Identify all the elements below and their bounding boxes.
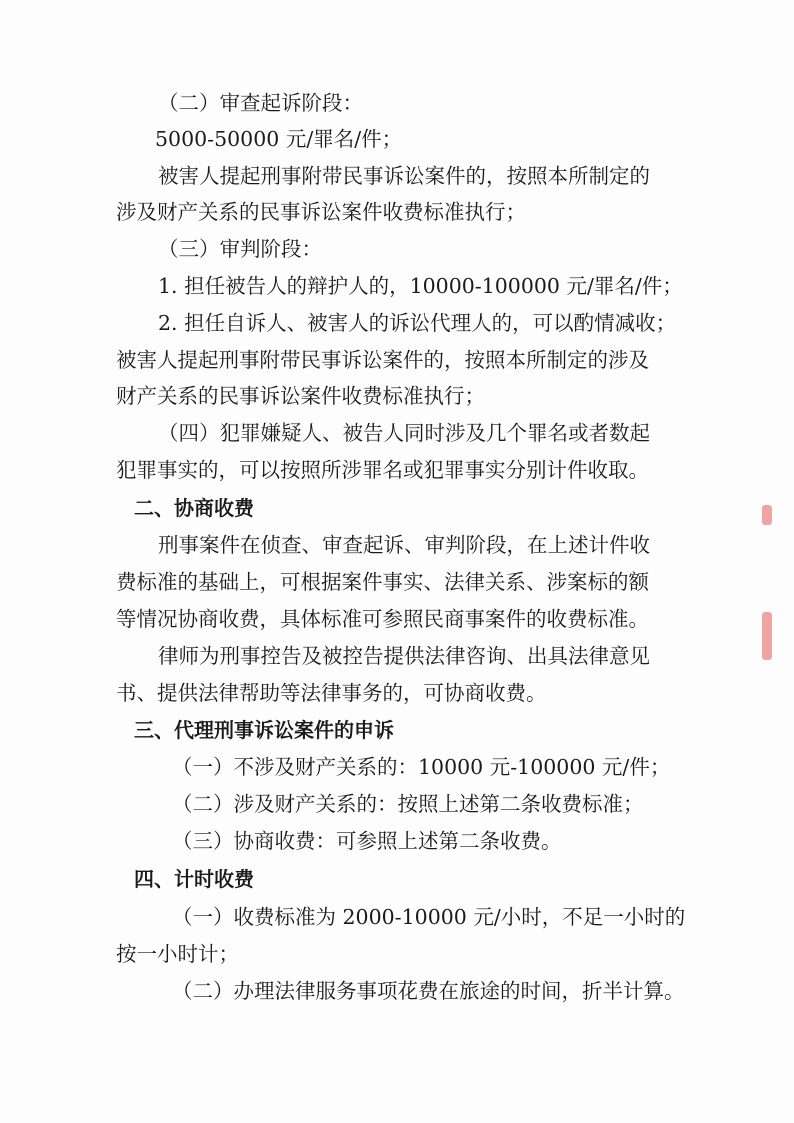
line-hourly-1: （一）收费标准为 2000-10000 元/小时，不足一小时的 <box>172 905 686 929</box>
line-fee-range: 5000-50000 元/罪名/件； <box>155 127 403 151</box>
seal-edge-mark-bottom <box>762 612 772 660</box>
line-appeal-1: （一）不涉及财产关系的：10000 元-100000 元/件； <box>172 755 671 779</box>
line-section-3-heading: （三）审判阶段： <box>158 237 322 261</box>
line-consult-2: 书、提供法律帮助等法律事务的，可协商收费。 <box>116 681 547 705</box>
heading-hourly-fees: 四、计时收费 <box>134 867 254 891</box>
line-negotiated-1: 刑事案件在侦查、审查起诉、审判阶段，在上述计件收 <box>158 533 650 557</box>
heading-appeal-cases: 三、代理刑事诉讼案件的申诉 <box>134 718 394 742</box>
line-negotiated-2: 费标准的基础上，可根据案件事实、法律关系、涉案标的额 <box>116 570 649 594</box>
line-consult-1: 律师为刑事控告及被控告提供法律咨询、出具法律意见 <box>158 644 650 668</box>
line-civil-suit-3: 被害人提起刑事附带民事诉讼案件的，按照本所制定的涉及 <box>116 348 649 372</box>
line-civil-suit-1: 被害人提起刑事附带民事诉讼案件的，按照本所制定的 <box>158 164 650 188</box>
line-appeal-3: （三）协商收费：可参照上述第二条收费。 <box>172 829 562 853</box>
line-appeal-2: （二）涉及财产关系的：按照上述第二条收费标准； <box>172 792 644 816</box>
line-hourly-3: （二）办理法律服务事项花费在旅途的时间，折半计算。 <box>172 979 685 1003</box>
line-section-4-2: 犯罪事实的，可以按照所涉罪名或犯罪事实分别计件收取。 <box>116 458 649 482</box>
line-civil-suit-2: 涉及财产关系的民事诉讼案件收费标准执行； <box>116 200 526 224</box>
line-agent-fee: 2. 担任自诉人、被害人的诉讼代理人的，可以酌情减收； <box>158 311 677 335</box>
heading-negotiated-fees: 二、协商收费 <box>134 496 254 520</box>
line-defender-fee: 1. 担任被告人的辩护人的，10000-100000 元/罪名/件； <box>158 274 683 298</box>
line-section-4-1: （四）犯罪嫌疑人、被告人同时涉及几个罪名或者数起 <box>158 421 650 445</box>
line-civil-suit-4: 财产关系的民事诉讼案件收费标准执行； <box>116 384 485 408</box>
seal-edge-mark-top <box>762 505 772 525</box>
line-section-2-heading: （二）审查起诉阶段： <box>158 91 363 115</box>
line-hourly-2: 按一小时计； <box>116 942 239 966</box>
line-negotiated-3: 等情况协商收费，具体标准可参照民商事案件的收费标准。 <box>116 607 649 631</box>
